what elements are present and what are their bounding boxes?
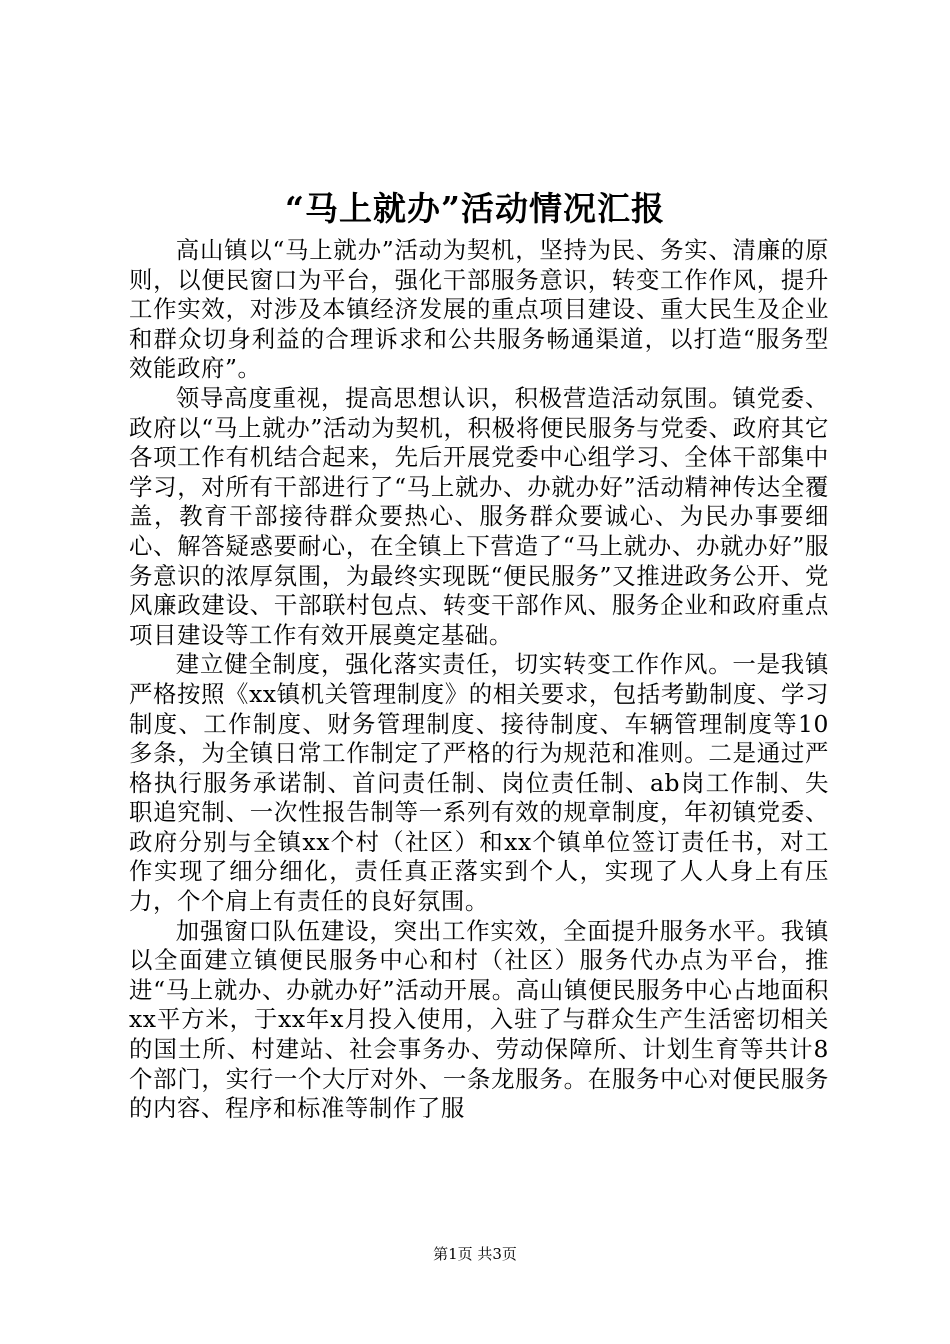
paragraph-intro: 高山镇以“马上就办”活动为契机，坚持为民、务实、清廉的原则，以便民窗口为平台，强化干部服务意识，转变工作作风，提升工作实效，对涉及本镇经济发展的重点项目建设、重大民生及企业和群众切身利益的合理诉求和公共服务畅通渠道，以打造“服务型效能政府”。 bbox=[129, 236, 829, 383]
document-title: “马上就办”活动情况汇报 bbox=[285, 189, 665, 228]
document-body bbox=[129, 236, 829, 1124]
paragraph-system: 建立健全制度，强化落实责任，切实转变工作作风。一是我镇严格按照《xx镇机关管理制度》的相关要求，包括考勤制度、学习制度、工作制度、财务管理制度、接待制度、车辆管理制度等10多条，为全镇日常工作制定了严格的行为规范和准则。二是通过严格执行服务承诺制、首问责任制、岗位责任制、ab岗工作制、失职追究制、一次性报告制等一系列有效的规章制度，年初镇党委、政府分别与全镇xx个村（社区）和xx个镇单位签订责任书，对工作实现了细分细化，责任真正落实到个人，实现了人人身上有压力，个个肩上有责任的良好氛围。 bbox=[129, 650, 829, 916]
page-number-footer: 第1页 共3页 bbox=[433, 1245, 517, 1263]
paragraph-window-team: 加强窗口队伍建设，突出工作实效，全面提升服务水平。我镇以全面建立镇便民服务中心和村（社区）服务代办点为平台，推进“马上就办、办就办好”活动开展。高山镇便民服务中心占地面积xx平方米，于xx年x月投入使用，入驻了与群众生产生活密切相关的国土所、村建站、社会事务办、劳动保障所、计划生育等共计8个部门，实行一个大厅对外、一条龙服务。在服务中心对便民服务的内容、程序和标准等制作了服 bbox=[129, 916, 829, 1123]
paragraph-leadership: 领导高度重视，提高思想认识，积极营造活动氛围。镇党委、政府以“马上就办”活动为契机，积极将便民服务与党委、政府其它各项工作有机结合起来，先后开展党委中心组学习、全体干部集中学习，对所有干部进行了“马上就办、办就办好”活动精神传达全覆盖，教育干部接待群众要热心、服务群众要诚心、为民办事要细心、解答疑惑要耐心，在全镇上下营造了“马上就办、办就办好”服务意识的浓厚氛围，为最终实现既“便民服务”又推进政务公开、党风廉政建设、干部联村包点、转变干部作风、服务企业和政府重点项目建设等工作有效开展奠定基础。 bbox=[129, 383, 829, 649]
